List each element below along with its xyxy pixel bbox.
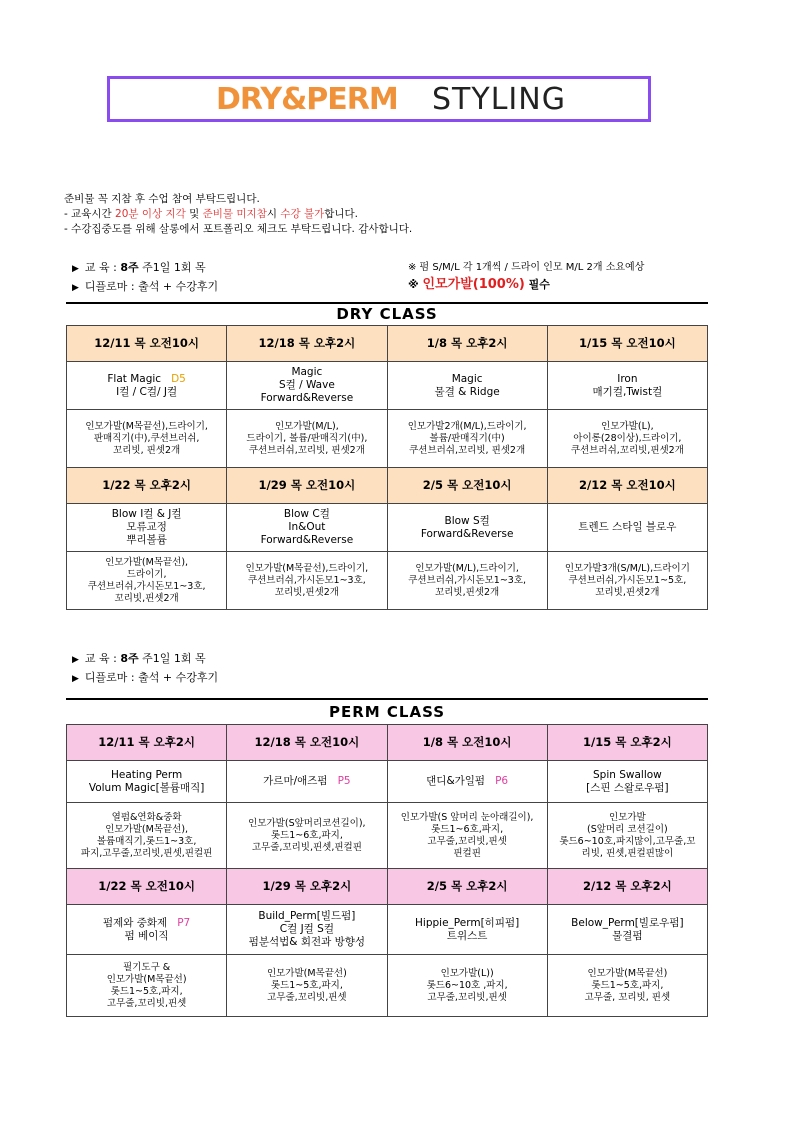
topic-row xyxy=(67,905,708,955)
items-row xyxy=(67,410,708,468)
date-cell: 2/12 목 오전10시 xyxy=(547,468,707,504)
notice-red: 준비물 미지참 xyxy=(202,208,267,220)
item-line: 쿠션브러쉬,꼬리빗, 핀셋2개 xyxy=(248,444,365,456)
item-line: 고무줄,꼬리빗,핀셋 xyxy=(267,991,347,1003)
topic-line: Forward&Reverse xyxy=(260,534,354,546)
topic-line: I컬 / C컬/ J컬 xyxy=(116,385,178,398)
topic-line: Forward&Reverse xyxy=(420,527,514,540)
diploma-text: 디플로마 : 출석 + 수강후기 xyxy=(84,280,219,293)
date-cell: 1/15 목 오후2시 xyxy=(547,725,707,761)
topic-line: 가르마/애즈펌 xyxy=(263,775,328,787)
topic-line: Forward&Reverse xyxy=(260,392,354,404)
class-code: P5 xyxy=(337,775,351,787)
date-cell: 1/29 목 오후2시 xyxy=(227,869,387,905)
date-row xyxy=(67,468,708,504)
topic-line: 물결 & Ridge xyxy=(434,385,500,398)
topic-line: Blow C컬 xyxy=(283,508,330,520)
item-line: 열펌&연화&중화 xyxy=(111,811,182,823)
topic-row xyxy=(67,362,708,410)
date-cell: 1/22 목 오후2시 xyxy=(67,468,227,504)
item-line: 인모가발(S 앞머리 눈아래길이), xyxy=(400,811,534,823)
topic-line: Hippie_Perm[히피펌] xyxy=(415,916,520,929)
notice-text: 시 xyxy=(266,208,281,220)
item-line: 쿠션브러쉬,가시돈모1~3호, xyxy=(87,580,206,592)
notice-text: 및 xyxy=(185,208,203,220)
item-line: 쿠션브러쉬,가시돈모1~5호, xyxy=(568,574,687,586)
item-line: 쿠션브러쉬,꼬리빗,핀셋2개 xyxy=(570,444,684,456)
topic-line: Iron xyxy=(617,372,638,385)
item-line: 판매직기(中),쿠션브러쉬, xyxy=(93,432,200,444)
item-line: 볼륨매직기,롯드1~3호, xyxy=(96,835,197,847)
arrow-right-icon: ▶ xyxy=(72,264,79,274)
perm-info xyxy=(72,650,218,688)
item-line: 인모가발 xyxy=(609,811,646,823)
divider xyxy=(66,302,708,304)
notice xyxy=(64,192,412,237)
topic-cell xyxy=(547,761,707,803)
topic-line: Flat Magic xyxy=(107,372,162,385)
item-line: 리빗, 핀셋,핀컬핀많이 xyxy=(581,847,674,859)
title-dry-perm: DRY&PERM xyxy=(216,82,398,117)
item-line: 인모가발3개(S/M/L),드라이기 xyxy=(564,562,690,574)
item-line: 아이롱(28이상),드라이기, xyxy=(573,432,682,444)
item-line: 드라이기, xyxy=(126,568,167,580)
notice-line-3: - 수강집중도를 위해 살롱에서 포트폴리오 체크도 부탁드립니다. 감사합니다. xyxy=(64,223,413,235)
date-cell: 12/11 목 오전10시 xyxy=(67,326,227,362)
item-line: 인모가발(M/L),드라이기, xyxy=(415,562,519,574)
dry-diploma-line xyxy=(72,278,218,297)
item-line: 인모가발(M/L), xyxy=(274,420,339,432)
topic-cell xyxy=(387,362,547,410)
topic-line: 댄디&가일펌 xyxy=(426,775,486,787)
topic-line: Heating Perm xyxy=(110,768,183,781)
topic-cell xyxy=(227,504,387,552)
edu-rest: 주1일 1회 목 xyxy=(138,261,206,274)
topic-line: Below_Perm[빌로우펌] xyxy=(571,916,684,929)
topic-row xyxy=(67,761,708,803)
date-cell: 1/15 목 오전10시 xyxy=(547,326,707,362)
items-cell xyxy=(67,803,227,869)
date-cell: 12/18 목 오후2시 xyxy=(227,326,387,362)
dry-class-table xyxy=(66,325,708,610)
topic-line: 뿌리볼륨 xyxy=(126,534,167,546)
edu-value: 8주 xyxy=(120,652,139,665)
topic-cell xyxy=(547,362,707,410)
items-cell xyxy=(387,552,547,610)
note-2 xyxy=(408,276,644,293)
note-1: ※ 펌 S/M/L 각 1개씩 / 드라이 인모 M/L 2개 소요예상 xyxy=(408,262,645,273)
class-code: D5 xyxy=(171,372,186,385)
date-cell: 1/29 목 오전10시 xyxy=(227,468,387,504)
topic-cell xyxy=(387,905,547,955)
item-line: 쿠션브러쉬,가시돈모1~3호, xyxy=(247,574,366,586)
item-line: 롯드6~10호 ,파지, xyxy=(426,979,508,991)
topic-cell xyxy=(227,362,387,410)
item-line: 롯드1~5호,파지, xyxy=(591,979,664,991)
edu-label: 교 육 : xyxy=(84,261,121,274)
date-cell: 12/18 목 오전10시 xyxy=(227,725,387,761)
items-cell xyxy=(547,803,707,869)
note-mark: ※ xyxy=(408,278,423,291)
topic-cell xyxy=(227,761,387,803)
note-must: 인모가발(100%) xyxy=(422,277,525,292)
topic-line: In&Out xyxy=(288,521,326,533)
title-styling: STYLING xyxy=(432,82,566,117)
items-row xyxy=(67,552,708,610)
item-line: 핀컬핀 xyxy=(453,847,481,859)
items-cell xyxy=(227,410,387,468)
date-row xyxy=(67,869,708,905)
arrow-right-icon: ▶ xyxy=(72,674,79,684)
topic-cell xyxy=(67,504,227,552)
topic-line: 트위스트 xyxy=(446,929,488,942)
date-cell: 12/11 목 오후2시 xyxy=(67,725,227,761)
date-cell: 2/5 목 오전10시 xyxy=(387,468,547,504)
items-cell xyxy=(67,552,227,610)
notice-text: 합니다. xyxy=(324,208,359,220)
item-line: 롯드1~6호,파지, xyxy=(270,829,343,841)
item-line: 고무줄,꼬리빗,핀셋,핀컬핀 xyxy=(251,841,362,853)
item-line: 인모가발(S앞머리코션길이), xyxy=(248,817,366,829)
item-line: 꼬리빗,핀셋2개 xyxy=(274,586,339,598)
item-line: 인모가발(M목끝선) xyxy=(587,967,668,979)
item-line: 롯드6~10호,파지많이,고무줄,꼬 xyxy=(559,835,696,847)
item-line: 롯드1~6호,파지, xyxy=(431,823,504,835)
topic-line: 트렌드 스타일 블로우 xyxy=(578,521,677,533)
topic-line: S컬 / Wave xyxy=(278,379,335,391)
items-row xyxy=(67,803,708,869)
date-cell: 1/8 목 오전10시 xyxy=(387,725,547,761)
dry-edu-line xyxy=(72,259,218,278)
notice-red: 수강 불가 xyxy=(280,208,325,220)
item-line: 인모가발(L), xyxy=(601,420,654,432)
date-cell: 2/5 목 오후2시 xyxy=(387,869,547,905)
topic-cell xyxy=(227,905,387,955)
edu-value: 8주 xyxy=(120,261,139,274)
topic-line: 매기컬,Twist컬 xyxy=(592,385,663,398)
item-line: 고무줄,꼬리빗,핀셋 xyxy=(427,835,507,847)
item-line: 파지,고무줄,꼬리빗,핀셋,핀컬핀 xyxy=(80,847,213,859)
title-box xyxy=(107,76,651,122)
item-line: 드라이기, 볼륨/판매직기(中), xyxy=(246,432,368,444)
item-line: 쿠션브러쉬,꼬리빗, 핀셋2개 xyxy=(409,444,526,456)
topic-line: 펌 베이직 xyxy=(124,929,169,942)
topic-line: [스핀 스왈로우펌] xyxy=(586,781,669,794)
item-line: 꼬리빗,핀셋2개 xyxy=(435,586,500,598)
topic-line: 물결펌 xyxy=(612,929,643,942)
topic-line: Build_Perm[빌드펌] xyxy=(258,910,356,922)
topic-cell xyxy=(67,362,227,410)
class-code: P6 xyxy=(495,775,509,787)
date-row xyxy=(67,326,708,362)
item-line: 인모가발(M목끝선),드라이기, xyxy=(85,420,208,432)
notice-red: 20분 이상 지각 xyxy=(115,208,186,220)
items-cell xyxy=(387,410,547,468)
item-line: 고무줄,꼬리빗,핀셋 xyxy=(106,997,187,1009)
topic-line: 모류교정 xyxy=(126,521,167,533)
date-cell: 1/8 목 오후2시 xyxy=(387,326,547,362)
items-cell xyxy=(227,955,387,1017)
items-cell xyxy=(547,552,707,610)
item-line: 꼬리빗,핀셋2개 xyxy=(595,586,660,598)
class-code: P7 xyxy=(177,916,191,929)
topic-cell xyxy=(67,905,227,955)
items-cell xyxy=(67,410,227,468)
topic-cell xyxy=(67,761,227,803)
item-line: 인모가발(M목끝선), xyxy=(105,556,189,568)
item-line: 인모가발(M목끝선) xyxy=(106,973,187,985)
topic-line: Magic xyxy=(291,366,323,378)
perm-class-title: PERM CLASS xyxy=(328,703,446,721)
topic-cell xyxy=(387,504,547,552)
item-line: 필기도구 & xyxy=(123,961,171,973)
edu-rest: 주1일 1회 목 xyxy=(138,652,206,665)
date-cell: 1/22 목 오전10시 xyxy=(67,869,227,905)
topic-cell xyxy=(547,504,707,552)
diploma-text: 디플로마 : 출석 + 수강후기 xyxy=(84,671,219,684)
edu-label: 교 육 : xyxy=(84,652,121,665)
items-row xyxy=(67,955,708,1017)
topic-cell xyxy=(547,905,707,955)
item-line: 고무줄, 꼬리빗, 핀셋 xyxy=(584,991,671,1003)
arrow-right-icon: ▶ xyxy=(72,283,79,293)
items-cell xyxy=(387,955,547,1017)
item-line: 쿠션브러쉬,가시돈모1~3호, xyxy=(408,574,527,586)
item-line: 고무줄,꼬리빗,핀셋 xyxy=(427,991,507,1003)
dry-class-title: DRY CLASS xyxy=(336,305,438,323)
perm-edu-line xyxy=(72,650,218,669)
topic-cell xyxy=(387,761,547,803)
item-line: 인모가발(M목끝선), xyxy=(105,823,189,835)
item-line: 인모가발(M목끝선) xyxy=(266,967,347,979)
perm-diploma-line xyxy=(72,669,218,688)
items-cell xyxy=(67,955,227,1017)
topic-line: Blow S컬 xyxy=(444,514,490,527)
item-line: 꼬리빗, 핀셋2개 xyxy=(113,444,181,456)
topic-row xyxy=(67,504,708,552)
item-line: 롯드1~5호,파지, xyxy=(110,985,183,997)
topic-line: C컬 J컬 S컬 xyxy=(279,923,334,935)
items-cell xyxy=(227,803,387,869)
date-cell: 2/12 목 오후2시 xyxy=(547,869,707,905)
topic-line: 펌제와 중화제 xyxy=(103,916,168,929)
items-cell xyxy=(227,552,387,610)
notice-line-2 xyxy=(64,207,412,222)
topic-line: 펌분석법& 회전과 방향성 xyxy=(248,936,366,948)
item-line: 인모가발(L)) xyxy=(440,967,494,979)
dry-info-right xyxy=(408,259,644,293)
note-suffix: 필수 xyxy=(524,278,550,291)
item-line: 꼬리빗,핀셋2개 xyxy=(114,592,179,604)
item-line: 인모가발2개(M/L),드라이기, xyxy=(407,420,527,432)
divider xyxy=(66,698,708,700)
item-line: 롯드1~5호,파지, xyxy=(270,979,343,991)
dry-info-left xyxy=(72,259,218,297)
arrow-right-icon: ▶ xyxy=(72,655,79,665)
item-line: (S앞머리 코션길이) xyxy=(587,823,668,835)
items-cell xyxy=(387,803,547,869)
item-line: 볼륨/판매직기(中) xyxy=(429,432,505,444)
topic-line: Spin Swallow xyxy=(592,768,662,781)
items-cell xyxy=(547,410,707,468)
topic-line: Blow I컬 & J컬 xyxy=(111,508,182,520)
topic-line: Magic xyxy=(451,372,483,385)
item-line: 인모가발(M목끝선),드라이기, xyxy=(245,562,369,574)
perm-class-table xyxy=(66,724,708,1017)
topic-line: Volum Magic[볼륨매직] xyxy=(88,781,205,794)
items-cell xyxy=(547,955,707,1017)
date-row xyxy=(67,725,708,761)
notice-text: - 교육시간 xyxy=(64,208,116,220)
notice-line-1: 준비물 꼭 지참 후 수업 참여 부탁드립니다. xyxy=(64,193,260,205)
